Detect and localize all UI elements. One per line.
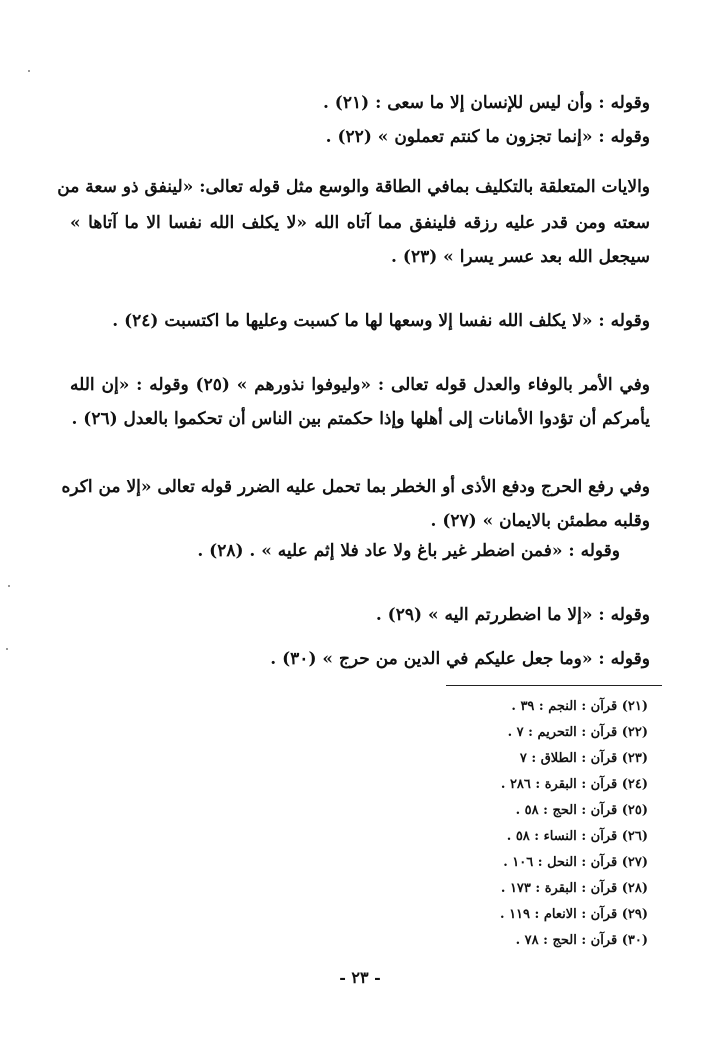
text-line-6: وقوله : «لا يكلف الله نفسا إلا وسعها لها ما كسبت وعليها ما اكتسبت (٢٤) . xyxy=(112,311,650,331)
footnote-21: (٢١) قرآن : النجم : ٣٩ . xyxy=(511,699,648,714)
scan-speck xyxy=(28,70,30,72)
footnote-28: (٢٨) قرآن : البقرة : ١٧٣ . xyxy=(500,881,648,896)
footnote-29: (٢٩) قرآن : الانعام : ١١٩ . xyxy=(500,907,648,922)
footnote-25: (٢٥) قرآن : الحج : ٥٨ . xyxy=(515,803,648,818)
text-line-7: وفي الأمر بالوفاء والعدل قوله تعالى : «وليوفوا نذورهم » (٢٥) وقوله : «إن الله xyxy=(70,375,650,395)
text-line-13: وقوله : «وما جعل عليكم في الدين من حرج » (٣٠) . xyxy=(270,649,650,669)
scan-speck xyxy=(8,585,10,587)
footnote-26: (٢٦) قرآن : النساء : ٥٨ . xyxy=(506,829,648,844)
text-line-10: وقلبه مطمئن بالايمان » (٢٧) . xyxy=(430,511,650,531)
text-line-4: سعته ومن قدر عليه رزقه فلينفق مما آتاه الله «لا يكلف الله نفسا الا ما آتاها » xyxy=(70,213,650,233)
footnote-23: (٢٣) قرآن : الطلاق : ٧ xyxy=(519,751,648,766)
text-line-5: سيجعل الله بعد عسر يسرا » (٢٣) . xyxy=(391,247,650,267)
scan-speck xyxy=(6,648,8,650)
text-line-1: وقوله : وأن ليس للإنسان إلا ما سعى : (٢١) . xyxy=(322,93,650,113)
footnote-separator xyxy=(446,685,662,686)
text-line-2: وقوله : «إنما تجزون ما كنتم تعملون » (٢٢) . xyxy=(325,127,650,147)
text-line-8: يأمركم أن تؤدوا الأمانات إلى أهلها وإذا حكمتم بين الناس أن تحكموا بالعدل (٢٦) . xyxy=(71,409,650,429)
text-line-3: والايات المتعلقة بالتكليف بمافي الطاقة والوسع مثل قوله تعالى: «لينفق ذو سعة من xyxy=(57,177,650,197)
text-line-12: وقوله : «إلا ما اضطررتم اليه » (٢٩) . xyxy=(375,605,650,625)
text-line-9: وفي رفع الحرج ودفع الأذى أو الخطر بما تحمل عليه الضرر قوله تعالى «إلا من اكره xyxy=(61,477,650,497)
page-number: - ٢٣ - xyxy=(339,968,381,987)
footnote-27: (٢٧) قرآن : النحل : ١٠٦ . xyxy=(503,855,648,870)
text-line-11: وقوله : «فمن اضطر غير باغ ولا عاد فلا إثم عليه » . (٢٨) . xyxy=(197,541,620,561)
footnote-22: (٢٢) قرآن : التحريم : ٧ . xyxy=(507,725,648,740)
footnote-24: (٢٤) قرآن : البقرة : ٢٨٦ . xyxy=(500,777,648,792)
footnote-30: (٣٠) قرآن : الحج : ٧٨ . xyxy=(515,933,648,948)
